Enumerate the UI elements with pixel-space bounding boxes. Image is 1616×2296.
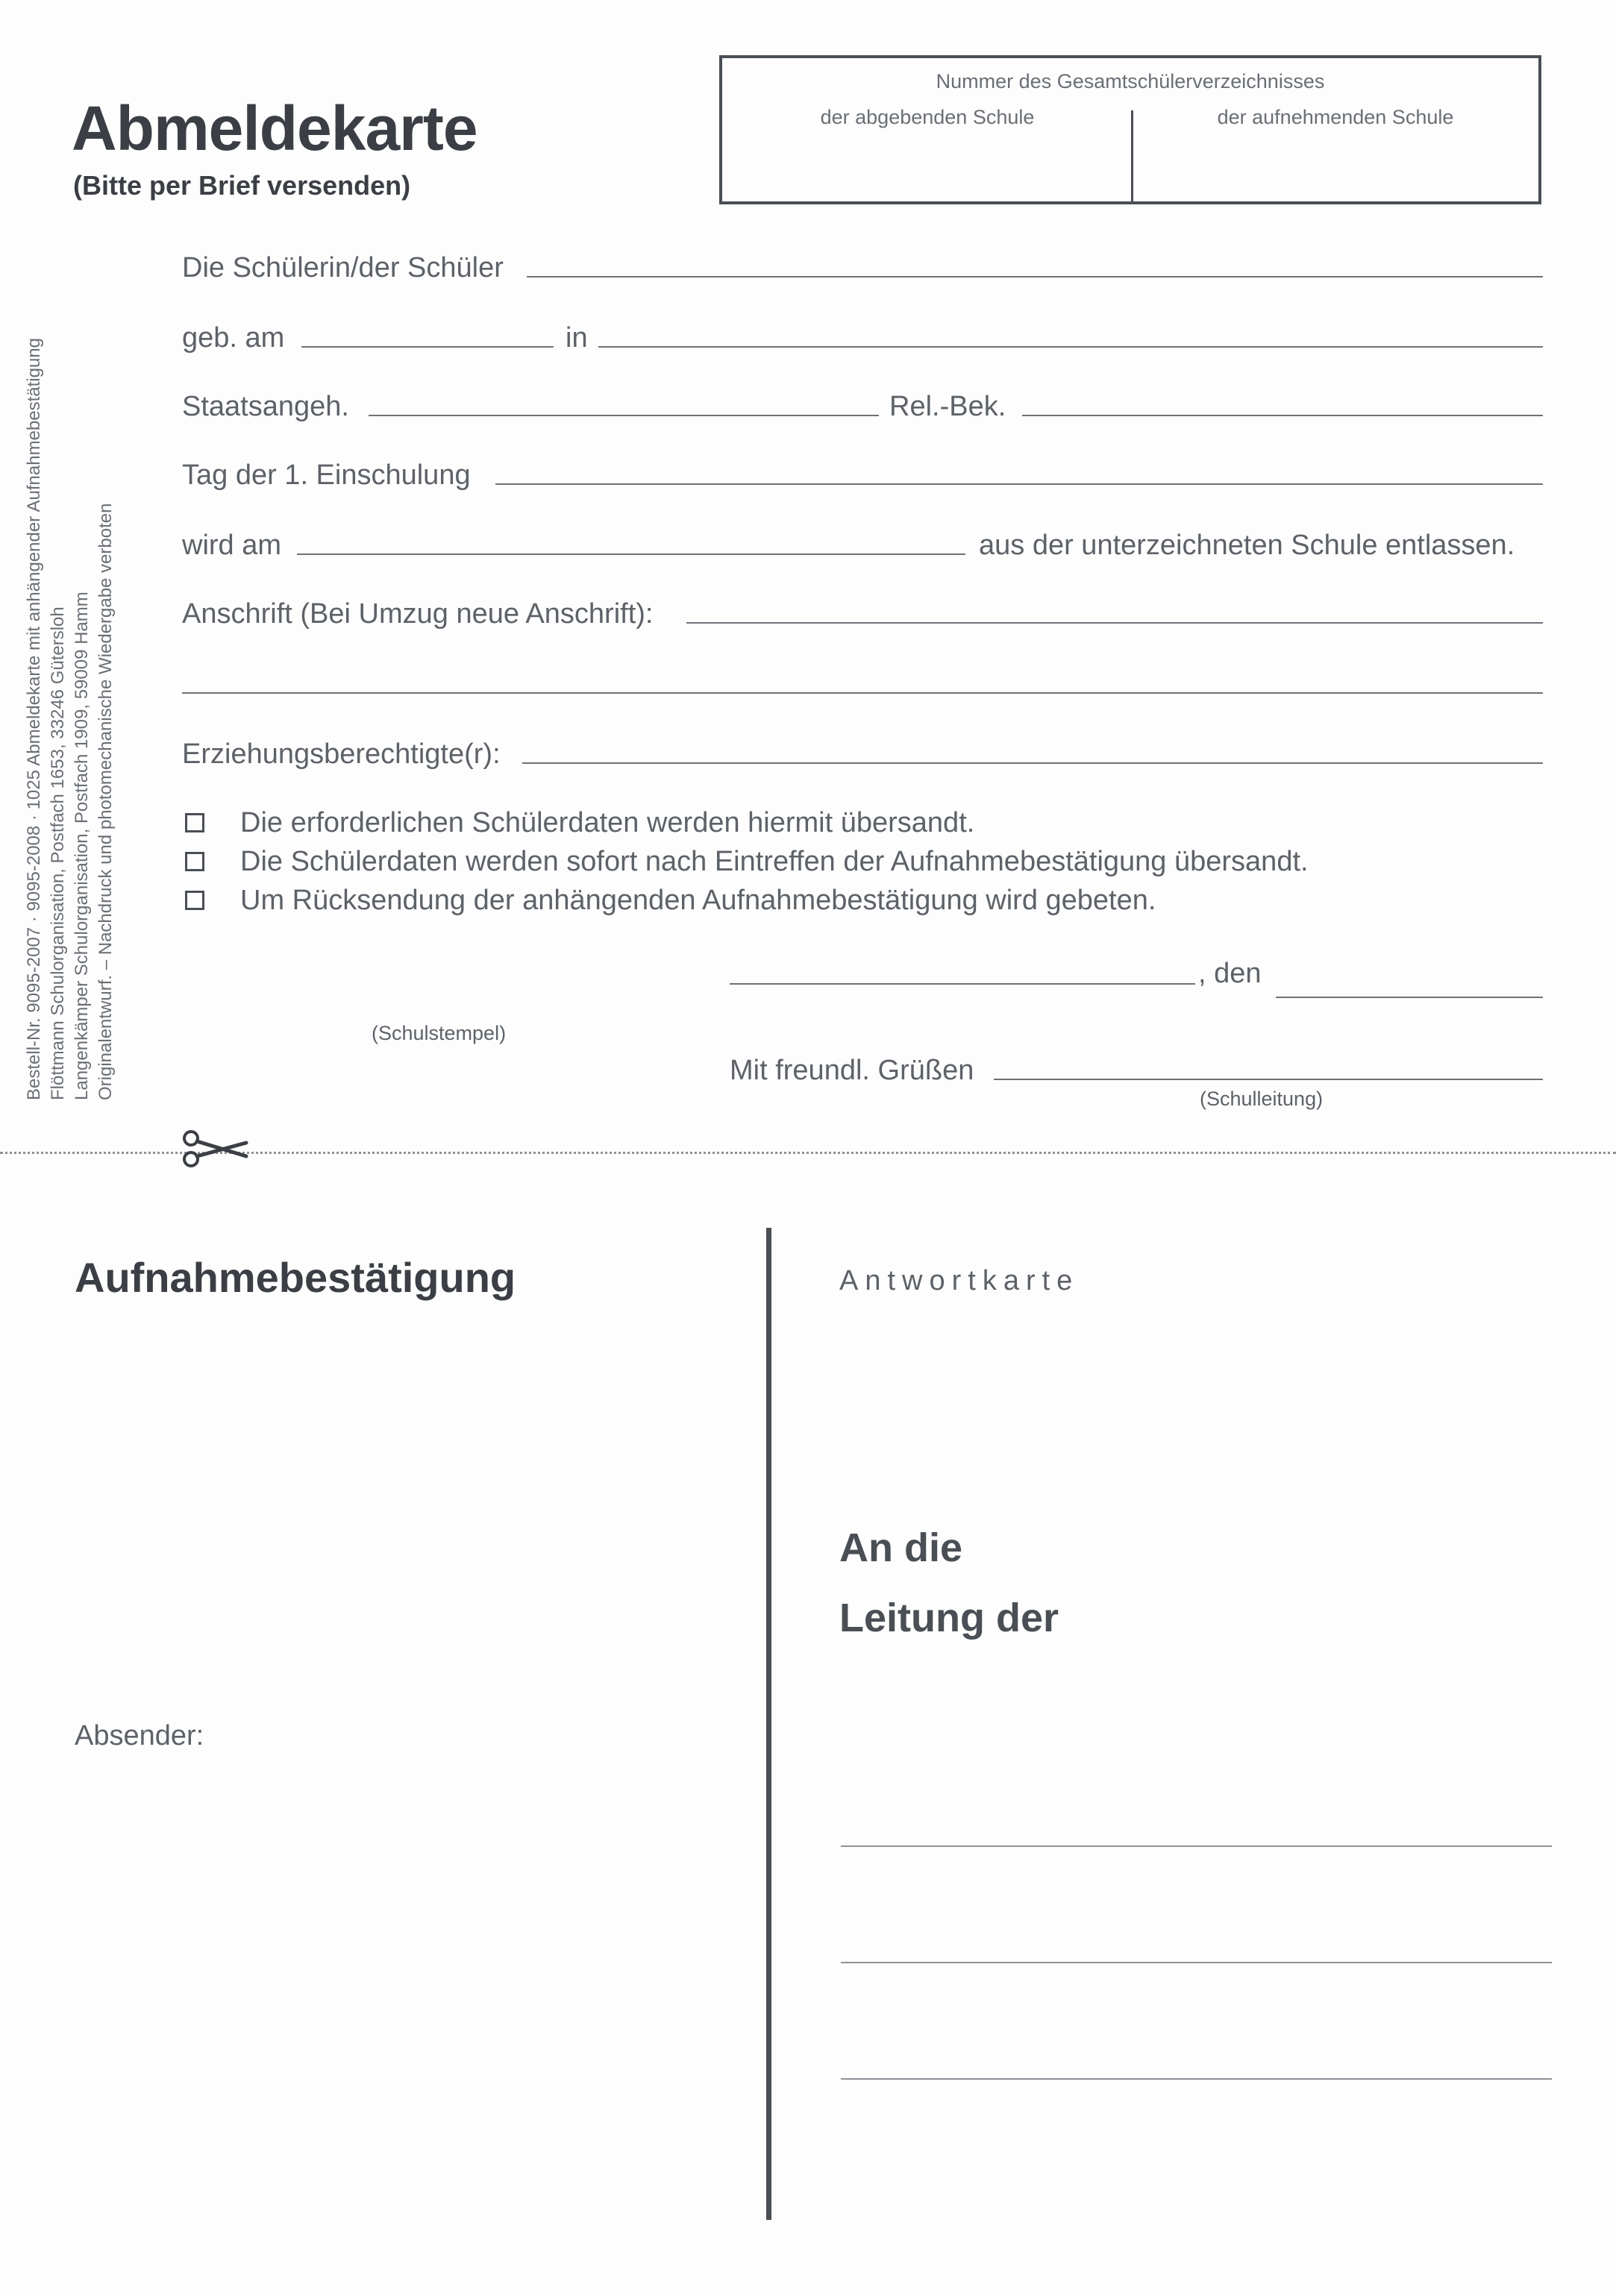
checkbox-data-sent-label: Die erforderlichen Schülerdaten werden hiermit übersandt. <box>240 807 975 838</box>
confirmation-title: Aufnahmebestätigung <box>75 1254 516 1301</box>
religion-field[interactable] <box>1022 415 1543 416</box>
register-number-heading: Nummer des Gesamtschülerverzeichnisses <box>936 70 1325 92</box>
reply-card-label: Antwortkarte <box>839 1265 1080 1296</box>
nationality-label: Staatsangeh. <box>182 391 349 422</box>
first-enrollment-field[interactable] <box>495 483 1543 485</box>
student-register-number-box <box>719 55 1541 204</box>
guardian-label: Erziehungsberechtigte(r): <box>182 738 501 770</box>
guardian-field[interactable] <box>522 762 1543 764</box>
religion-label: Rel.-Bek. <box>889 391 1006 422</box>
nationality-field[interactable] <box>369 415 879 416</box>
place-field[interactable] <box>730 983 1195 985</box>
first-enrollment-label: Tag der 1. Einschulung <box>182 459 471 491</box>
greeting: Mit freundl. Grüßen <box>730 1055 974 1086</box>
card-divider <box>766 1228 771 2220</box>
address-field[interactable] <box>686 622 1543 624</box>
address-line-2[interactable] <box>841 1962 1552 1963</box>
issuing-school-label: der abgebenden Schule <box>820 106 1035 128</box>
born-on-field[interactable] <box>301 346 554 348</box>
address-field-line2[interactable] <box>182 692 1543 694</box>
scissors-icon <box>182 1126 249 1171</box>
box-divider <box>1131 110 1133 204</box>
sender-label: Absender: <box>75 1720 204 1751</box>
receiving-school-label: der aufnehmenden Schule <box>1217 106 1454 128</box>
student-field[interactable] <box>527 276 1543 277</box>
date-separator: , den <box>1198 958 1262 989</box>
date-field[interactable] <box>1276 997 1543 998</box>
student-label: Die Schülerin/der Schüler <box>182 252 504 283</box>
recipient-line1: An die <box>839 1525 963 1570</box>
checkbox-data-later[interactable] <box>185 852 204 871</box>
checkbox-data-later-label: Die Schülerdaten werden sofort nach Eintreffen der Aufnahmebestätigung übersandt. <box>240 846 1309 877</box>
address-label: Anschrift (Bei Umzug neue Anschrift): <box>182 598 654 630</box>
side-note-line: Bestell-Nr. 9095-2007 · 9095-2008 · 1025 Abmeldekarte mit anhängender Aufnahmebestätigung <box>24 337 44 1100</box>
address-line-1[interactable] <box>841 1845 1552 1847</box>
school-stamp-label: (Schulstempel) <box>372 1022 507 1044</box>
born-in-label: in <box>566 322 588 354</box>
recipient-line2: Leitung der <box>839 1596 1059 1640</box>
checkbox-data-sent[interactable] <box>185 813 204 832</box>
signature-field[interactable] <box>994 1079 1543 1080</box>
leadership-label: (Schulleitung) <box>1200 1088 1324 1110</box>
released-suffix: aus der unterzeichneten Schule entlassen. <box>979 530 1515 561</box>
checkbox-return-request-label: Um Rücksendung der anhängenden Aufnahmebestätigung wird gebeten. <box>240 885 1156 916</box>
form-subtitle: (Bitte per Brief versenden) <box>73 170 411 201</box>
released-on-label: wird am <box>182 530 282 561</box>
born-in-field[interactable] <box>598 346 1543 348</box>
born-on-label: geb. am <box>182 322 285 354</box>
address-line-3[interactable] <box>841 2078 1552 2080</box>
print-side-note <box>22 205 118 1100</box>
checkbox-return-request[interactable] <box>185 891 204 910</box>
side-note-line: Langenkämper Schulorganisation, Postfach 1909, 59009 Hamm <box>72 592 92 1100</box>
side-note-line: Originalentwurf. – Nachdruck und photomechanische Wiedergabe verboten <box>95 503 116 1100</box>
released-on-field[interactable] <box>297 553 965 555</box>
form-title: Abmeldekarte <box>72 93 477 163</box>
side-note-line: Flöttmann Schulorganisation, Postfach 1653, 33246 Gütersloh <box>48 606 68 1100</box>
